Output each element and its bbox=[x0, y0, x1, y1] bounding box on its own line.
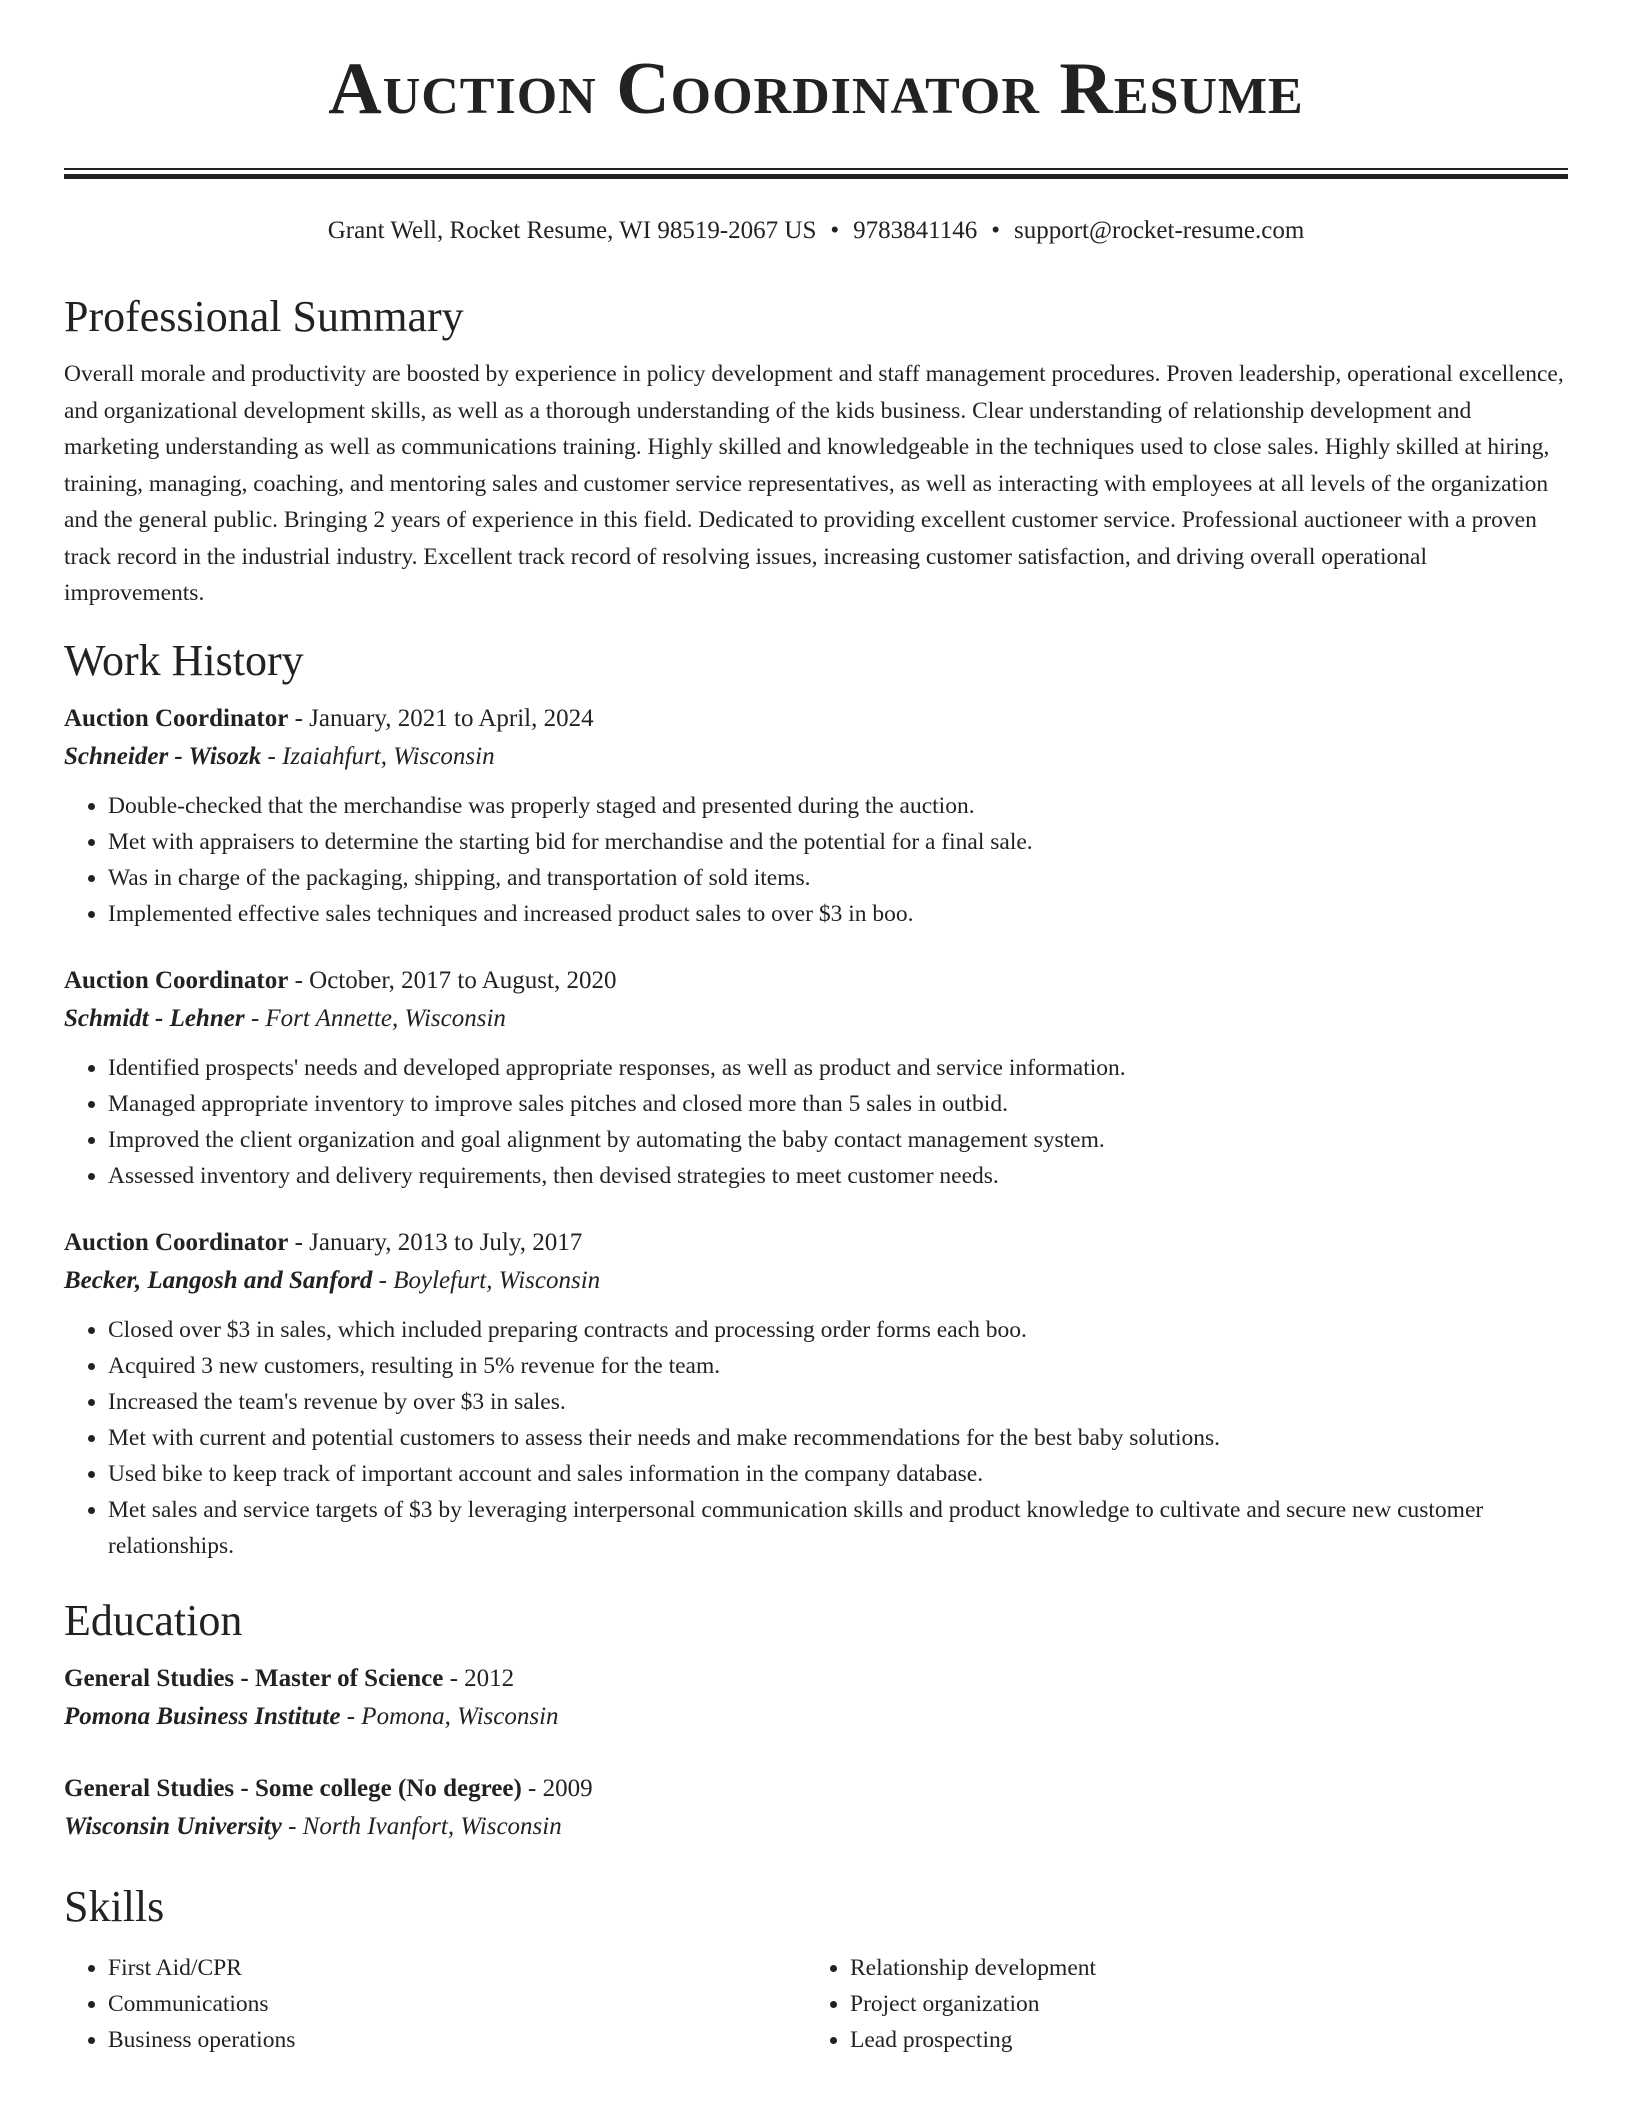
school-location: - Pomona, Wisconsin bbox=[340, 1702, 559, 1730]
company-name: Schmidt - Lehner bbox=[64, 1004, 245, 1032]
skill-item: • Communications bbox=[108, 1986, 806, 2022]
skills-heading: Skills bbox=[64, 1881, 165, 1931]
summary-section bbox=[64, 290, 1568, 612]
education-entry bbox=[64, 1770, 1568, 1846]
contact-address: Grant Well, Rocket Resume, WI 98519-2067 US bbox=[327, 217, 817, 244]
job-title: Auction Coordinator bbox=[64, 704, 289, 732]
job-entry bbox=[64, 1224, 1568, 1564]
company-name: Schneider - Wisozk bbox=[64, 742, 262, 770]
job-entry bbox=[64, 962, 1568, 1194]
work-history-heading: Work History bbox=[64, 635, 304, 685]
contact-phone: 9783841146 bbox=[853, 217, 978, 244]
skill-item: • Lead prospecting bbox=[850, 2022, 1548, 2058]
job-bullet: • Met with current and potential customers to assess their needs and make recommendations for the best baby solutions. bbox=[108, 1420, 1568, 1456]
education-heading: Education bbox=[64, 1595, 243, 1645]
job-bullet: • Was in charge of the packaging, shipping, and transportation of sold items. bbox=[108, 860, 1568, 896]
school-name: Pomona Business Institute bbox=[64, 1702, 341, 1730]
job-bullet: • Used bike to keep track of important account and sales information in the company database. bbox=[108, 1456, 1568, 1492]
job-bullet: • Acquired 3 new customers, resulting in 5% revenue for the team. bbox=[108, 1348, 1568, 1384]
school-location: - North Ivanfort, Wisconsin bbox=[281, 1812, 562, 1840]
contact-email: support@rocket-resume.com bbox=[1013, 217, 1305, 244]
skills-list bbox=[64, 1950, 806, 2058]
degree-line bbox=[64, 1660, 1568, 1698]
skills-column-left bbox=[64, 1946, 806, 2058]
skills-list bbox=[806, 1950, 1548, 2058]
education-entry bbox=[64, 1660, 1568, 1736]
job-bullet: • Improved the client organization and goal alignment by automating the baby contact management system. bbox=[108, 1122, 1568, 1158]
school-name: Wisconsin University bbox=[64, 1812, 282, 1840]
job-dates: - October, 2017 to August, 2020 bbox=[288, 966, 617, 994]
education-section bbox=[64, 1594, 1568, 1846]
job-bullet: • Double-checked that the merchandise was properly staged and presented during the auction. bbox=[108, 788, 1568, 824]
job-bullet: • Managed appropriate inventory to improve sales pitches and closed more than 5 sales in outbid. bbox=[108, 1086, 1568, 1122]
job-bullet: • Met sales and service targets of $3 by leveraging interpersonal communication skills and product knowledge to cultivate and secure new customer relationships. bbox=[108, 1492, 1568, 1564]
contact-line bbox=[0, 215, 1632, 247]
job-header bbox=[64, 700, 1568, 738]
degree-line bbox=[64, 1770, 1568, 1808]
job-bullets bbox=[64, 1312, 1568, 1564]
job-bullet: • Increased the team's revenue by over $3 in sales. bbox=[108, 1384, 1568, 1420]
job-employer bbox=[64, 1000, 1568, 1038]
skills-column-right bbox=[806, 1946, 1548, 2058]
job-header bbox=[64, 962, 1568, 1000]
skill-item: • Relationship development bbox=[850, 1950, 1548, 1986]
degree-year: - 2009 bbox=[521, 1774, 593, 1802]
skill-item: • Business operations bbox=[108, 2022, 806, 2058]
bullet-separator: • bbox=[830, 217, 840, 244]
job-title: Auction Coordinator bbox=[64, 1228, 289, 1256]
job-bullet: • Assessed inventory and delivery requirements, then devised strategies to meet customer needs. bbox=[108, 1158, 1568, 1194]
job-employer bbox=[64, 738, 1568, 776]
work-history-section bbox=[64, 634, 1568, 1564]
company-name: Becker, Langosh and Sanford bbox=[64, 1266, 373, 1294]
school-line bbox=[64, 1808, 1568, 1846]
skill-item: • First Aid/CPR bbox=[108, 1950, 806, 1986]
job-bullet: • Implemented effective sales techniques and increased product sales to over $3 in boo. bbox=[108, 896, 1568, 932]
title-rule-thick bbox=[64, 174, 1568, 179]
resume-title: Auction Coordinator Resume bbox=[328, 48, 1304, 130]
job-bullets bbox=[64, 1050, 1568, 1194]
school-line bbox=[64, 1698, 1568, 1736]
job-title: Auction Coordinator bbox=[64, 966, 289, 994]
job-header bbox=[64, 1224, 1568, 1262]
skills-section bbox=[64, 1880, 1568, 2058]
company-location: - Izaiahfurt, Wisconsin bbox=[261, 742, 495, 770]
skill-item: • Project organization bbox=[850, 1986, 1548, 2022]
summary-text: Overall morale and productivity are boosted by experience in policy development and staff management procedures. Proven leadership, operational excellence, and organizational development skills, as well as a thorough understanding of the kids business. Clear understanding of relationship development and marketing understanding as well as communications training. Highly skilled and knowledgeable in the techniques used to close sales. Highly skilled at hiring, training, managing, coaching, and mentoring sales and customer service representatives, as well as interacting with employees at all levels of the organization and the general public. Bringing 2 years of experience in this field. Dedicated to providing excellent customer service. Professional auctioneer with a proven track record in the industrial industry. Excellent track record of resolving issues, increasing customer satisfaction, and driving overall operational improvements. bbox=[64, 361, 1564, 606]
job-bullet: • Closed over $3 in sales, which included preparing contracts and processing order forms each boo. bbox=[108, 1312, 1568, 1348]
company-location: - Fort Annette, Wisconsin bbox=[244, 1004, 506, 1032]
job-bullet: • Identified prospects' needs and developed appropriate responses, as well as product and service information. bbox=[108, 1050, 1568, 1086]
job-dates: - January, 2021 to April, 2024 bbox=[288, 704, 594, 732]
degree-name: General Studies - Some college (No degree) bbox=[64, 1774, 522, 1802]
title-rule-thin bbox=[64, 168, 1568, 170]
resume-body bbox=[64, 290, 1568, 2058]
job-dates: - January, 2013 to July, 2017 bbox=[288, 1228, 583, 1256]
bullet-separator: • bbox=[991, 217, 1000, 244]
degree-year: - 2012 bbox=[443, 1664, 515, 1692]
job-employer bbox=[64, 1262, 1568, 1300]
job-entry bbox=[64, 700, 1568, 932]
skills-columns bbox=[64, 1946, 1568, 2058]
job-bullets bbox=[64, 788, 1568, 932]
degree-name: General Studies - Master of Science bbox=[64, 1664, 444, 1692]
job-bullet: • Met with appraisers to determine the starting bid for merchandise and the potential for a final sale. bbox=[108, 824, 1568, 860]
summary-heading: Professional Summary bbox=[64, 292, 464, 341]
company-location: - Boylefurt, Wisconsin bbox=[372, 1266, 601, 1294]
